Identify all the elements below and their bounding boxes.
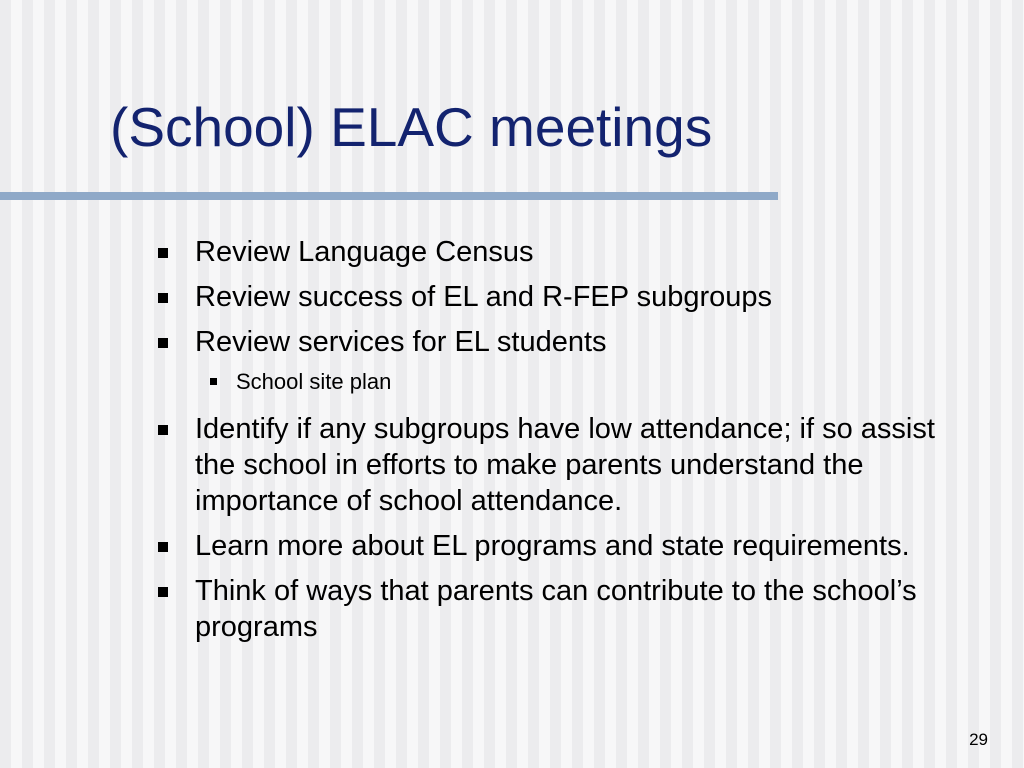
square-bullet-icon xyxy=(158,542,168,552)
sub-bullet-item xyxy=(210,367,955,397)
square-bullet-icon xyxy=(158,425,168,435)
bullet-text: Review Language Census xyxy=(195,236,534,268)
square-bullet-icon xyxy=(158,338,168,348)
bullet-item xyxy=(155,573,955,645)
square-bullet-icon xyxy=(158,587,168,597)
bullet-text: Review success of EL and R-FEP subgroups xyxy=(195,281,773,313)
bullet-item xyxy=(155,279,955,315)
bullet-item xyxy=(155,234,955,270)
title-underline xyxy=(0,192,778,200)
sub-bullet-text: School site plan xyxy=(236,369,392,394)
slide-title: (School) ELAC meetings xyxy=(110,96,713,158)
bullet-item xyxy=(155,324,955,360)
square-bullet-icon xyxy=(158,248,168,258)
bullet-text: Identify if any subgroups have low attendance; if so assist the school in efforts to make parents understand the importance of school attendance. xyxy=(195,413,935,517)
bullet-item xyxy=(155,528,955,564)
bullet-text: Learn more about EL programs and state requirements. xyxy=(195,530,910,562)
bullet-list xyxy=(155,234,955,654)
bullet-text: Think of ways that parents can contribute to the school’s programs xyxy=(195,575,917,643)
bullet-text: Review services for EL students xyxy=(195,326,607,358)
page-number: 29 xyxy=(969,730,988,749)
square-bullet-icon xyxy=(210,378,217,385)
bullet-item xyxy=(155,411,955,519)
sub-bullet-group xyxy=(155,367,955,397)
square-bullet-icon xyxy=(158,293,168,303)
sub-bullet-list xyxy=(155,367,955,397)
